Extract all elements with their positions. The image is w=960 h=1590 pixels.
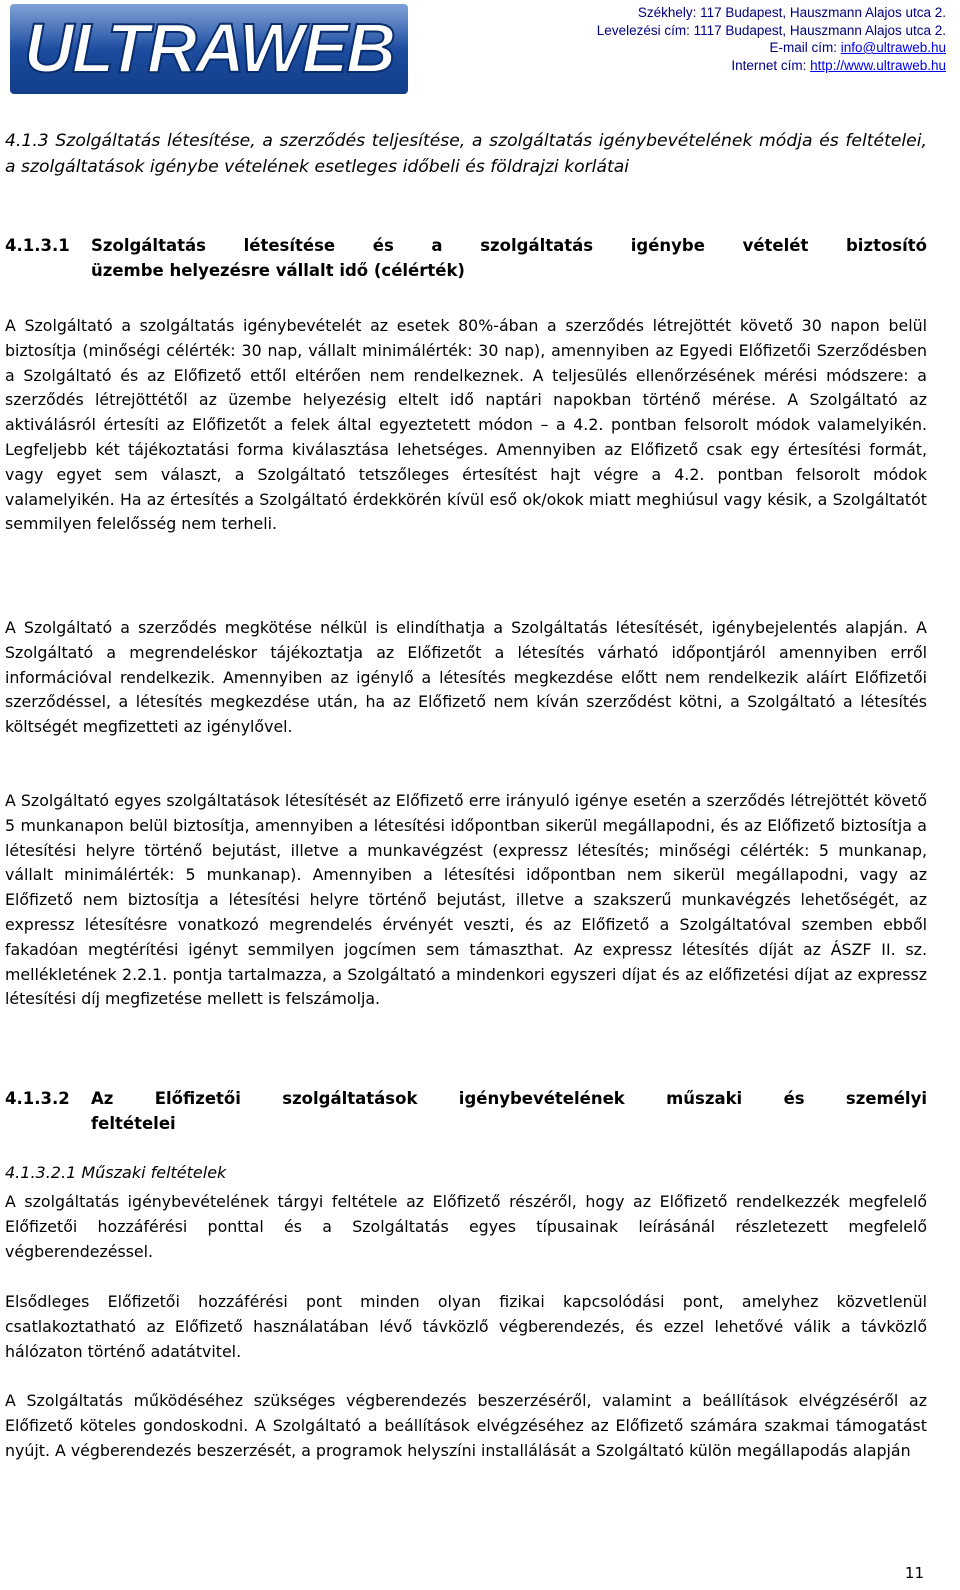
heading-4-1-3-1-line2: üzembe helyezésre vállalt idő (célérték) <box>91 261 465 280</box>
contact-block <box>597 4 946 74</box>
address-line: Székhely: 117 Budapest, Hauszmann Alajos utca 2. <box>637 5 946 20</box>
page-number: 11 <box>904 1564 924 1582</box>
email-line <box>597 39 946 57</box>
logo-graphic <box>10 4 408 94</box>
heading-4-1-3-1 <box>5 233 927 283</box>
paragraph-3: A Szolgáltató egyes szolgáltatások létesítését az Előfizető erre irányuló igénye esetén a szerződés létrejöttét követő 5 munkanapon belül biztosítja, amennyiben a létesítési időpontban sikerül megállapodni, és az Előfizető biztosítja a létesítési helyre történő bejutást, illetve a munkavégzést (expressz létesítés; minőségi célérték: 5 munkanap, vállalt minimálérték: 5 munkanap). Amennyiben a létesítési időpontban nem sikerül megállapodni, vagy az Előfizető nem biztosítja a létesítési helyre történő bejutást, illetve a szakszerű munkavégzés lehetőségét, az expressz létesítésre vonatkozó megrendelés érvényét veszti, és az Előfizető a Szolgáltatóval szemben ebből fakadóan megtérítési igényt semmilyen jogcímen sem támaszthat. Az expressz létesítés díját az ÁSZF II. sz. mellékletének 2.2.1. pontja tartalmazza, a Szolgáltató a mindenkori egyszeri díjat és az előfizetési díjat az expressz létesítési díj megfizetése mellett is felszámolja. <box>5 791 927 1009</box>
heading-4-1-3-2 <box>5 1086 927 1136</box>
heading-number: 4.1.3.1 <box>5 236 70 255</box>
heading-4-1-3-2-line1 <box>5 1086 927 1111</box>
mail-address-line: Levelezési cím: 1117 Budapest, Hauszmann Alajos utca 2. <box>596 22 946 38</box>
email-label: E-mail cím: <box>769 40 841 55</box>
paragraph-1: A Szolgáltató a szolgáltatás igénybevételét az esetek 80%-ában a szerződés létrejöttét követő 30 napon belül biztosítja (minőségi célérték: 30 nap, vállalt minimálérték: 30 nap), amennyiben az Egyedi Előfizetői Szerződésben a Szolgáltató és az Előfizető ettől eltérően nem rendelkeznek. A teljesülés ellenőrzésének mérési módszere: a szerződés létrejöttétől az üzembe helyezésig eltelt idő naptári napokban történő mérése. A Szolgáltató az aktiválásról értesíti az Előfizetőt a felek által egyeztetett módon – a 4.2. pontban felsorolt módok valamelyikén. Legfeljebb két tájékoztatási forma kiválasztása lehetséges. Amennyiben az Előfizető csak egy értesítési formát, vagy egyet sem választ, a Szolgáltató tetszőleges értesítést hajt végre a 4.2. pontban felsorolt módok valamelyikén. Ha az értesítés a Szolgáltató érdekkörén kívül eső ok/okok miatt meghiúsul vagy késik, a Szolgáltatót semmilyen felelősség nem terheli. <box>5 316 927 534</box>
paragraph-2: A Szolgáltató a szerződés megkötése nélkül is elindíthatja a Szolgáltatás létesítését, igénybejelentés alapján. A Szolgáltató a megrendeléskor tájékoztatja az Előfizetőt a létesítés várható időpontjáról amennyiben erről információval rendelkezik. Amennyiben az igénylő a létesítés megkezdése előtt nem rendelkezik aláírt Előfizetői szerződéssel, a létesítés megkezdése után, ha az Előfizető nem kíván szerződést kötni, a Szolgáltató a létesítés költségét megfizetteti az igénylővel. <box>5 618 927 737</box>
heading-text: Szolgáltatás létesítése és a szolgáltatás igénybe vételét biztosító <box>91 236 927 255</box>
heading-4-1-3-2-1: 4.1.3.2.1 Műszaki feltételek <box>5 1163 227 1182</box>
heading-text: Az Előfizetői szolgáltatások igénybevételének műszaki és személyi <box>91 1089 927 1108</box>
heading-number: 4.1.3.2 <box>5 1089 70 1108</box>
paragraph-5: Elsődleges Előfizetői hozzáférési pont minden olyan fizikai kapcsolódási pont, amelyhez közvetlenül csatlakoztatható az Előfizető használatában lévő távközlő végberendezés, és ezzel lehetővé válik a távközlő hálózaton történő adatátvitel. <box>5 1292 927 1361</box>
heading-4-1-3: 4.1.3 Szolgáltatás létesítése, a szerződés teljesítése, a szolgáltatás igénybevételének módja és feltételei, a szolgáltatások igénybe vételének esetleges időbeli és földrajzi korlátai <box>5 131 927 177</box>
ultraweb-logo <box>10 4 408 94</box>
web-line <box>597 57 946 75</box>
email-link[interactable]: info@ultraweb.hu <box>840 40 946 55</box>
web-link[interactable]: http://www.ultraweb.hu <box>810 57 946 73</box>
page-header <box>0 0 960 100</box>
logo-text: ULTRAWEB <box>24 9 394 87</box>
paragraph-4: A szolgáltatás igénybevételének tárgyi feltétele az Előfizető részéről, hogy az Előfizető rendelkezzék megfelelő Előfizetői hozzáférési ponttal és a Szolgáltatás egyes típusainak leírásánál részletezett megfelelő végberendezéssel. <box>5 1192 927 1261</box>
heading-4-1-3-1-line1 <box>5 233 927 258</box>
paragraph-6: A Szolgáltatás működéséhez szükséges végberendezés beszerzéséről, valamint a beállítások elvégzéséről az Előfizető köteles gondoskodni. A Szolgáltató a beállítások elvégzéséhez az Előfizető számára szakmai támogatást nyújt. A végberendezés beszerzését, a programok helyszíni installálását a Szolgáltató külön megállapodás alapján <box>5 1391 927 1460</box>
heading-4-1-3-2-line2: feltételei <box>91 1114 176 1133</box>
web-label: Internet cím: <box>731 57 811 73</box>
